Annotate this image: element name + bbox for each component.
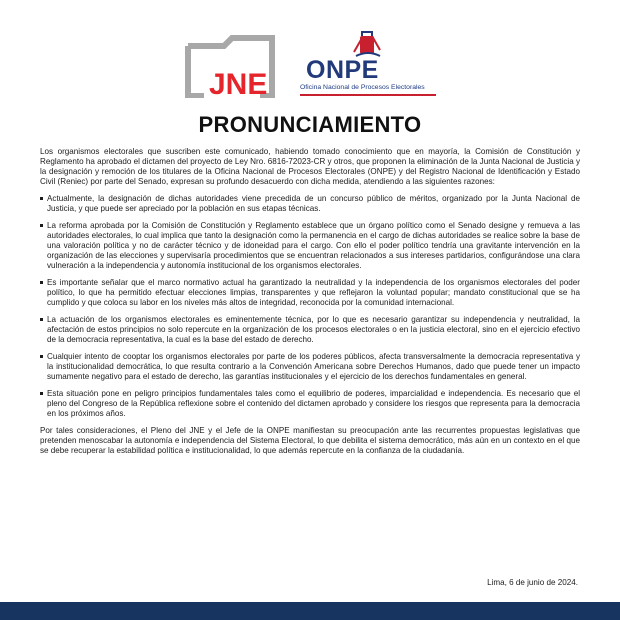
onpe-logo-subtitle: Oficina Nacional de Procesos Electorales <box>300 84 425 91</box>
reason-item: Es importante señalar que el marco normativo actual ha garantizado la neutralidad y la independencia de los organismos electorales del poder político, lo que ha permitido efectuar elecciones limpias, transparentes y que reflejaron la voluntad popular; mandato constitucional que se ha cumplido y que coloca su labor en los niveles más altos de integridad, reconocida por la comunidad internacional. <box>40 278 580 308</box>
onpe-logo <box>296 30 438 100</box>
page-title: PRONUNCIAMIENTO <box>198 112 422 137</box>
jne-logo <box>184 34 276 98</box>
reason-item: La reforma aprobada por la Comisión de Constitución y Reglamento establece que un órgano político como el Senado designe y remueva a las autoridades electorales, lo cual implica que tanto la designación como la permanencia en el cargo de dichas autoridades se realice sobre la base de una valoración política y no de carácter técnico y de idoneidad para el cargo. Con ello el poder político tendría una gravitante intervención en la organización de las elecciones y supervisaría procedimientos que se encuentran relacionados a sus intereses partidarios, configurándose una clara vulneración a la independencia y autonomía institucional de los organismos electorales. <box>40 221 580 271</box>
conclusion-paragraph: Por tales consideraciones, el Pleno del JNE y el Jefe de la ONPE manifiestan su preocupación ante las recurrentes propuestas legislativas que pretenden menoscabar la autonomía e independencia del Sistema Electoral, lo que debilita el sistema democrático, más aún en un contexto en el que se debe recuperar la estabilidad política e institucionalidad, lo que además repercute en la confianza de la ciudadanía. <box>40 426 580 455</box>
onpe-underline <box>300 94 436 96</box>
onpe-logo-text: ONPE <box>306 56 379 84</box>
reason-item: Actualmente, la designación de dichas autoridades viene precedida de un concurso público de méritos, organizado por la Junta Nacional de Justicia, y que puede ser apreciado por la población en sus etapas técnicas. <box>40 194 580 214</box>
jne-logo-text: JNE <box>209 68 268 98</box>
reason-item: Cualquier intento de cooptar los organismos electorales por parte de los poderes públicos, afecta transversalmente la democracia representativa y la institucionalidad democrática, lo que resulta contrario a la Convención Americana sobre Derechos Humanos, dado que puede tener un impacto sumamente negativo para el estado de derecho, las garantías institucionales y el ejercicio de los derechos fundamentales en general. <box>40 352 580 382</box>
intro-paragraph: Los organismos electorales que suscriben este comunicado, habiendo tomado conocimiento que en mayoría, la Comisión de Constitución y Reglamento ha aprobado el dictamen del proyecto de Ley Nro. 6816-72023-CR y otros, que proponen la eliminación de la Junta Nacional de Justicia y la designación y remoción de los titulares de la Oficina Nacional de Procesos Electorales (ONPE) y del Registro Nacional de Identificación y Estado Civil (Reniec) por parte del Senado, expresan su profundo desacuerdo con dicha medida, atendiendo a las siguientes razones: <box>40 147 580 186</box>
ballot-hand-icon <box>350 30 386 58</box>
reason-item: La actuación de los organismos electorales es eminentemente técnica, por lo que es necesario garantizar su independencia y neutralidad, la afectación de estos principios no solo repercute en la organización de los procesos electorales o en la justicia electoral, sino en el ejercicio efectivo de la democracia representativa, la cual es la base del estado de derecho. <box>40 315 580 345</box>
statement-body <box>40 147 580 463</box>
logo-header <box>0 30 620 105</box>
date-line: Lima, 6 de junio de 2024. <box>487 578 578 587</box>
footer-bar <box>0 602 620 620</box>
reason-item: Esta situación pone en peligro principios fundamentales tales como el equilibrio de poderes, imparcialidad e independencia. Es necesario que el pleno del Congreso de la República reflexione sobre el contenido del dictamen aprobado y considere los riesgos que representa para la democracia en los próximos años. <box>40 389 580 419</box>
